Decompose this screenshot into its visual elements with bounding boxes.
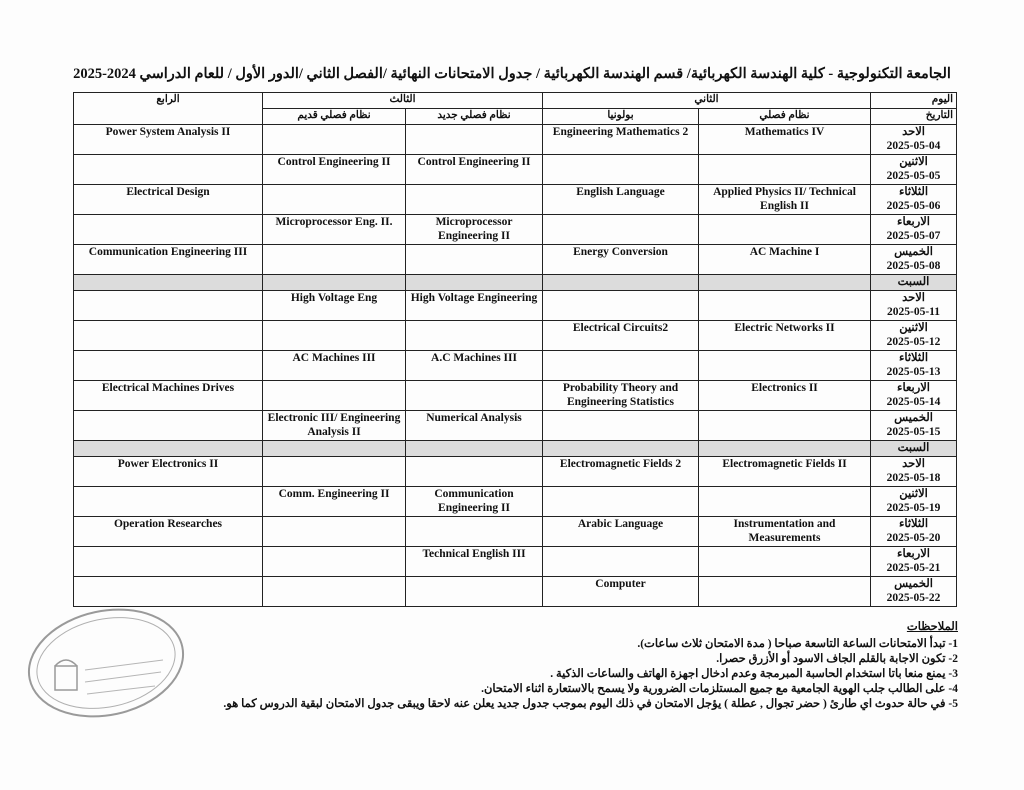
third-old-cell: Electronic III/ Engineering Analysis II [263,411,406,441]
empty-cell [543,441,699,457]
day-name: الاربعاء [897,382,930,394]
day-date-cell [871,321,957,351]
fourth-stage-cell: Communication Engineering III [74,245,263,275]
second-bologna-cell: Arabic Language [543,517,699,547]
third-new-cell [406,457,543,487]
third-new-cell [406,125,543,155]
day-name: الاربعاء [897,548,930,560]
second-bologna-cell: English Language [543,185,699,215]
second-bologna-cell [543,487,699,517]
table-row [74,245,957,275]
third-old-cell [263,125,406,155]
header-second-semester: نظام فصلي [699,109,871,125]
exam-date: 2025-05-22 [886,592,941,604]
third-old-cell: High Voltage Eng [263,291,406,321]
fourth-stage-cell: Operation Researches [74,517,263,547]
fourth-stage-cell [74,351,263,381]
third-old-cell [263,381,406,411]
empty-cell [699,441,871,457]
table-row [74,487,957,517]
second-semester-cell: Electromagnetic Fields II [699,457,871,487]
table-row-separator [74,441,957,457]
third-old-cell: AC Machines III [263,351,406,381]
second-bologna-cell [543,411,699,441]
table-row [74,155,957,185]
day-date-cell [871,547,957,577]
third-old-cell [263,457,406,487]
table-row-separator [74,275,957,291]
second-semester-cell [699,577,871,607]
second-bologna-cell: Electrical Circuits2 [543,321,699,351]
day-date-cell [871,215,957,245]
third-new-cell: Technical English III [406,547,543,577]
note-item: 2- تكون الاجابة بالقلم الجاف الاسود أو الأزرق حصرا. [716,653,958,665]
second-semester-cell: Instrumentation and Measurements [699,517,871,547]
header-date: التاريخ [871,109,957,125]
exam-date: 2025-05-08 [886,260,941,272]
day-date-cell [871,125,957,155]
fourth-stage-cell: Electrical Machines Drives [74,381,263,411]
second-bologna-cell [543,215,699,245]
day-date-cell [871,457,957,487]
day-name: الخميس [894,246,933,258]
empty-cell [263,441,406,457]
day-name: الخميس [894,412,933,424]
day-date-cell [871,351,957,381]
third-old-cell: Control Engineering II [263,155,406,185]
table-row [74,517,957,547]
day-date-cell [871,245,957,275]
third-new-cell [406,381,543,411]
second-bologna-cell: Energy Conversion [543,245,699,275]
empty-cell [263,275,406,291]
third-new-cell [406,185,543,215]
table-row [74,547,957,577]
fourth-stage-cell [74,487,263,517]
day-name: الثلاثاء [898,186,929,198]
day-name: الاحد [902,458,925,470]
header-day: اليوم [871,93,957,109]
third-old-cell [263,577,406,607]
empty-cell [74,275,263,291]
day-name: الاحد [902,126,925,138]
second-semester-cell [699,411,871,441]
exam-date: 2025-05-04 [886,140,941,152]
third-new-cell [406,245,543,275]
header-third: الثالث [263,93,543,109]
header-second-bologna: بولونيا [543,109,699,125]
day-name: الاثنين [899,488,928,500]
exam-date: 2025-05-18 [886,472,941,484]
day-date-cell [871,577,957,607]
table-row [74,321,957,351]
day-date-cell [871,487,957,517]
header-fourth: الرابع [74,93,263,125]
note-item: 1- تبدأ الامتحانات الساعة التاسعة صباحا ( مدة الامتحان ثلاث ساعات). [637,638,958,650]
notes-title: الملاحظات [906,621,958,633]
fourth-stage-cell: Power System Analysis II [74,125,263,155]
fourth-stage-cell [74,155,263,185]
second-semester-cell [699,291,871,321]
exam-date: 2025-05-11 [887,306,941,318]
table-row [74,215,957,245]
second-semester-cell: Electric Networks II [699,321,871,351]
second-bologna-cell: Engineering Mathematics 2 [543,125,699,155]
day-name: الاثنين [899,322,928,334]
second-semester-cell [699,487,871,517]
third-old-cell [263,547,406,577]
day-date-cell [871,155,957,185]
schedule-body [74,125,957,607]
third-new-cell [406,517,543,547]
table-row [74,457,957,487]
second-semester-cell [699,155,871,185]
empty-cell [406,441,543,457]
page-title: الجامعة التكنولوجية - كلية الهندسة الكهربائية/ قسم الهندسة الكهربائية / جدول الامتحانات النهائية /الفصل الثاني /الدور الأول / للعام الدراسي 2024-2025 [73,66,951,82]
exam-date: 2025-05-06 [886,200,941,212]
third-new-cell: High Voltage Engineering [406,291,543,321]
second-bologna-cell: Electromagnetic Fields 2 [543,457,699,487]
third-old-cell [263,517,406,547]
day-date-cell [871,291,957,321]
day-name: الثلاثاء [898,352,929,364]
exam-date: 2025-05-12 [886,336,941,348]
empty-cell [74,441,263,457]
exam-date: 2025-05-05 [886,170,941,182]
second-semester-cell [699,547,871,577]
day-name: الاثنين [899,156,928,168]
exam-date: 2025-05-20 [886,532,941,544]
exam-date: 2025-05-21 [886,562,941,574]
notes-section [215,620,958,712]
third-new-cell: Communication Engineering II [406,487,543,517]
table-row [74,381,957,411]
note-item: 3- يمنع منعا باتا استخدام الحاسبة المبرمجة وعدم ادخال اجهزة الهاتف والساعات الذكية . [550,668,958,680]
second-bologna-cell: Computer [543,577,699,607]
second-semester-cell [699,351,871,381]
fourth-stage-cell [74,291,263,321]
day-name: الخميس [894,578,933,590]
exam-date: 2025-05-15 [886,426,941,438]
third-new-cell: A.C Machines III [406,351,543,381]
table-row [74,291,957,321]
fourth-stage-cell [74,547,263,577]
fourth-stage-cell [74,215,263,245]
note-item: 4- على الطالب جلب الهوية الجامعية مع جميع المستلزمات الضرورية ولا يسمح بالاستعارة اثناء الامتحان. [481,683,958,695]
second-bologna-cell: Probability Theory and Engineering Statistics [543,381,699,411]
fourth-stage-cell [74,411,263,441]
header-second: الثاني [543,93,871,109]
fourth-stage-cell: Electrical Design [74,185,263,215]
day-date-cell [871,411,957,441]
empty-cell [406,275,543,291]
day-date-cell [871,185,957,215]
fourth-stage-cell [74,577,263,607]
second-semester-cell: Electronics II [699,381,871,411]
note-item: 5- في حالة حدوث اي طارئ ( حضر تجوال , عطلة ) يؤجل الامتحان في ذلك اليوم بموجب جدول جديد يعلن عنه لاحقا ويبقى جدول الامتحان لبقية الدروس كما هو. [223,698,958,710]
third-old-cell [263,321,406,351]
third-old-cell [263,185,406,215]
empty-cell [543,275,699,291]
table-row [74,185,957,215]
exam-date: 2025-05-13 [886,366,941,378]
table-row [74,411,957,441]
second-semester-cell [699,215,871,245]
exam-date: 2025-05-19 [886,502,941,514]
second-bologna-cell [543,291,699,321]
day-cell: السبت [871,275,957,291]
second-semester-cell: AC Machine I [699,245,871,275]
third-new-cell: Numerical Analysis [406,411,543,441]
second-bologna-cell [543,351,699,381]
day-cell: السبت [871,441,957,457]
day-name: الاحد [902,292,925,304]
exam-date: 2025-05-14 [886,396,941,408]
third-new-cell: Microprocessor Engineering II [406,215,543,245]
header-third-new: نظام فصلي جديد [406,109,543,125]
third-new-cell [406,321,543,351]
committee-stamp [25,604,187,722]
day-date-cell [871,517,957,547]
second-bologna-cell [543,547,699,577]
table-row [74,577,957,607]
fourth-stage-cell [74,321,263,351]
table-row [74,125,957,155]
third-old-cell: Microprocessor Eng. II. [263,215,406,245]
third-new-cell [406,577,543,607]
fourth-stage-cell: Power Electronics II [74,457,263,487]
day-name: الثلاثاء [898,518,929,530]
second-bologna-cell [543,155,699,185]
day-name: الاربعاء [897,216,930,228]
header-third-old: نظام فصلي قديم [263,109,406,125]
empty-cell [699,275,871,291]
third-new-cell: Control Engineering II [406,155,543,185]
third-old-cell [263,245,406,275]
second-semester-cell: Mathematics IV [699,125,871,155]
table-row [74,351,957,381]
second-semester-cell: Applied Physics II/ Technical English II [699,185,871,215]
exam-schedule-table [73,92,957,607]
exam-date: 2025-05-07 [886,230,941,242]
third-old-cell: Comm. Engineering II [263,487,406,517]
day-date-cell [871,381,957,411]
